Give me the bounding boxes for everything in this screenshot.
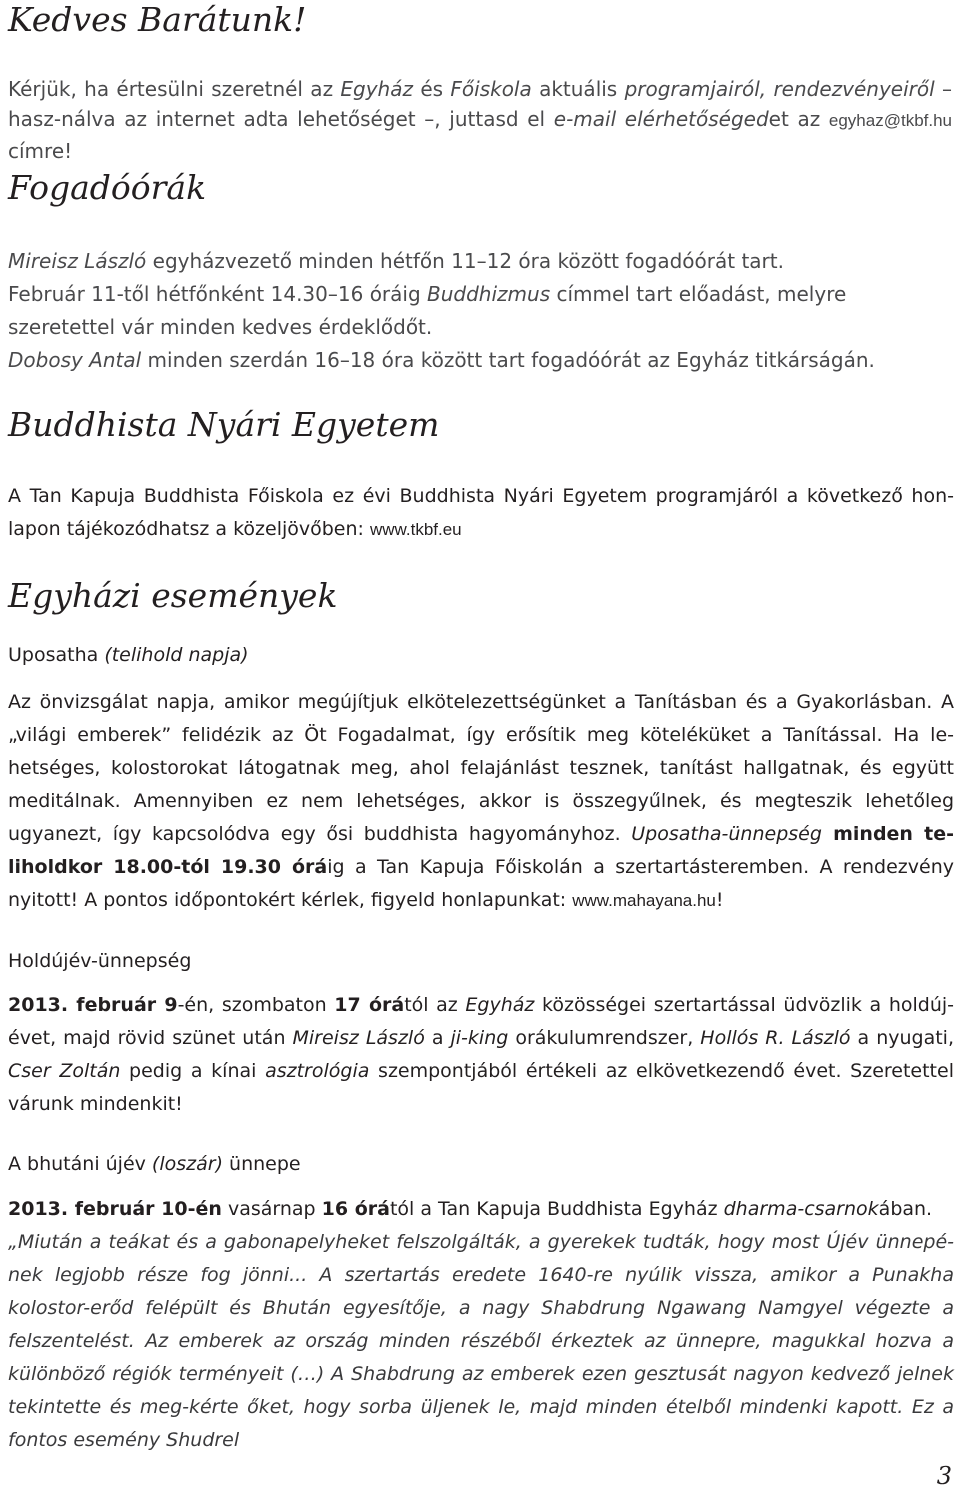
egyhazi-esemenyek-heading: Egyházi események [8,576,338,615]
nyari-egyetem-heading: Buddhista Nyári Egyetem [8,405,440,444]
fogadoora-line-1: Mireisz László egyházvezető minden hétfőn 11–12 óra között fogadóórát tart. [8,249,784,273]
holdujev-title: Holdújév-ünnepség [8,950,192,972]
greeting-heading: Kedves Barátunk! [8,0,307,39]
holdujev-paragraph: 2013. február 9-én, szombaton 17 órától az Egyház közösségei szertartással üdvözlik a holdúj-évet, majd rövid szünet után Mireisz László a ji-king orákulumrendszer, Hollós R. László a nyugati, Cser Zoltán pedig a kínai asztrológia szempontjából értékeli az elkövetkezendő évet. Szeretettel várunk mindenkit! [8,994,955,1115]
bhutan-paragraph: 2013. február 10-én vasárnap 16 órától a Tan Kapuja Buddhista Egyház dharma-csarnokában. [8,1198,933,1220]
tkbf-link[interactable]: www.tkbf.eu [369,520,462,539]
bhutan-quote: „Miután a teákat és a gabonapelyheket felszolgálták, a gyerekek tudták, hogy most Újév ünnepé-nek legjobb része fog jönni... A szertartás eredete 1640-re nyúlik vissza, amikor a Punakha kolostor-erőd felépült és Bhután egyesítője, a nagy Shabdrung Ngawang Namgyel végezte a felszentelést. Az emberek az ország minden részéből érkeztek az ünnepre, magukkal hozva a különböző régiók terményeit (…) A Shabdrung az emberek ezen gesztusát nagyon kedvező jelnek tekintette és meg-kérte őket, hogy sorba üljenek le, majd minden ételből mindenki kapott. Ez a fontos esemény Shudrel [8,1231,954,1451]
uposatha-paragraph: Az önvizsgálat napja, amikor megújítjuk elkötelezettségünket a Tanításban és a Gyakorlásban. A „világi emberek” felidézik az Öt Fogadalmat, így erősítik meg köteléküket a Tanítással. Ha le-hetséges, kolostorokat látogatnak meg, ahol felajánlást tesznek, tanítást hallgatnak, és együtt meditálnak. Amennyiben ez nem lehetséges, akkor is összegyűlnek, és megteszik lehetőleg ugyanezt, így kapcsolódva egy ősi buddhista hagyományhoz. Uposatha-ünnepség minden te-liholdkor 18.00-tól 19.30 óráig a Tan Kapuja Főiskolán a szertartásteremben. A rendezvény nyitott! A pontos időpontokért kérlek, figyeld honlapunkat: www.mahayana.hu! [8,691,955,911]
fogadoorak-section [8,245,954,377]
mahayana-link[interactable]: www.mahayana.hu [572,891,716,910]
fogadoora-line-3: Dobosy Antal minden szerdán 16–18 óra között tart fogadóórát az Egyház titkárságán. [8,348,875,372]
nyari-egyetem-paragraph: A Tan Kapuja Buddhista Főiskola ez évi Buddhista Nyári Egyetem programjáról a következő hon-lapon tájékozódhatsz a közeljövőben: www.tkbf.eu [8,485,954,540]
uposatha-title: Uposatha (telihold napja) [8,644,249,666]
bhutan-title: A bhutáni újév (loszár) ünnepe [8,1153,301,1175]
email-link[interactable]: egyhaz@tkbf.hu [828,111,952,130]
intro-paragraph: Kérjük, ha értesülni szeretnél az Egyház és Főiskola aktuális programjairól, rendezvényeiről – hasz-nálva az internet adta lehetőséget –, juttasd el e-mail elérhetőségedet az egyhaz@tkbf.hu címre! [8,77,953,163]
page-number: 3 [936,1462,952,1490]
fogadoora-line-2: Február 11-től hétfőnként 14.30–16 óráig Buddhizmus címmel tart előadást, melyre szeretettel vár minden kedves érdeklődőt. [8,282,847,339]
fogadoorak-heading: Fogadóórák [8,168,207,207]
